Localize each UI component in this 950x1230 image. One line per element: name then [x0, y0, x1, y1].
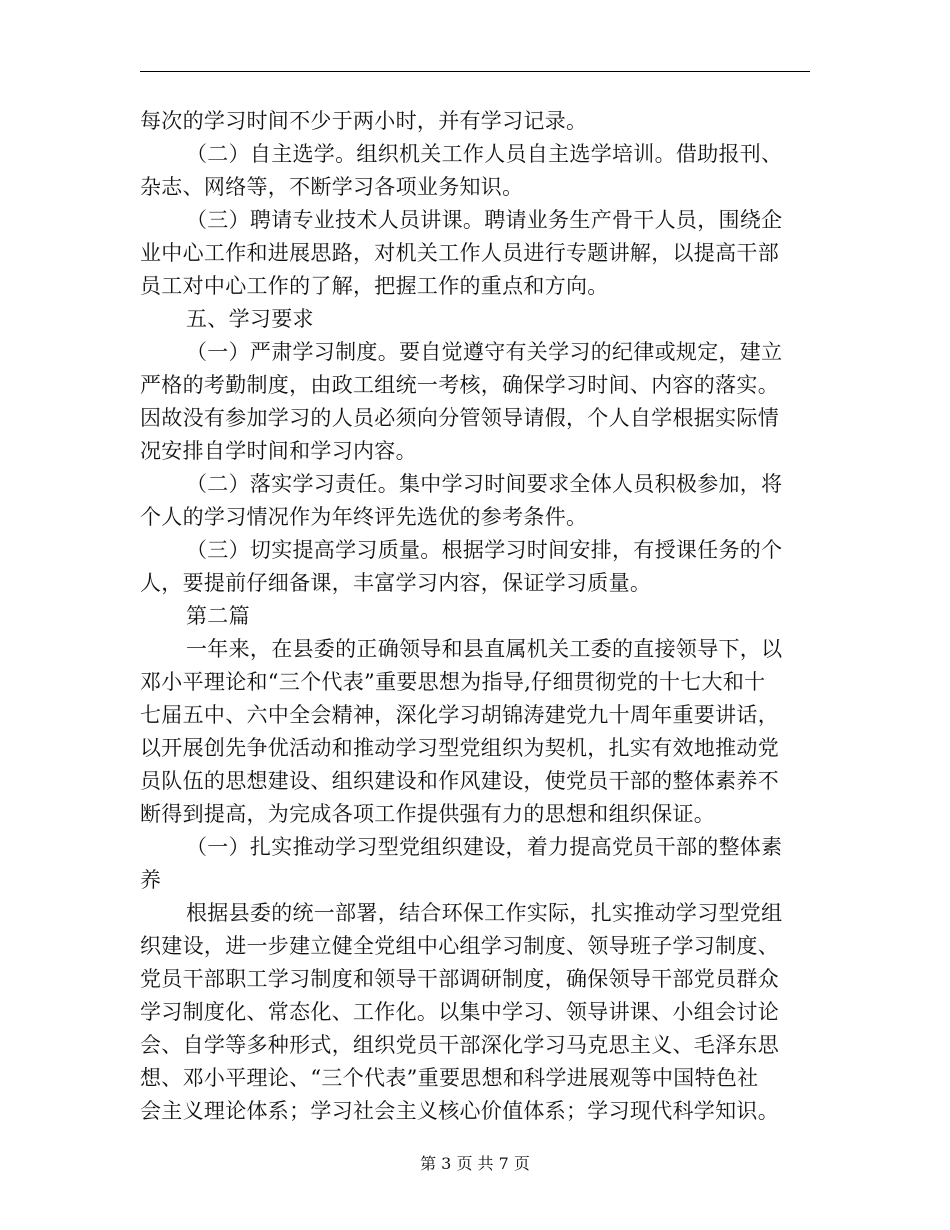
text-line: 第二篇: [186, 604, 250, 628]
text-line: 人，要提前仔细备课，丰富学习内容，保证学习质量。: [140, 571, 652, 595]
text-line: 杂志、网络等，不断学习各项业务知识。: [140, 175, 524, 199]
text-line: 以开展创先争优活动和推动学习型党组织为契机，扎实有效地推动党: [140, 736, 779, 760]
text-line: 员队伍的思想建设、组织建设和作风建设，使党员干部的整体素养不: [140, 769, 779, 793]
text-line: （一）严肃学习制度。要自觉遵守有关学习的纪律或规定，建立: [186, 340, 783, 364]
text-line: 员工对中心工作的了解，把握工作的重点和方向。: [140, 274, 609, 298]
text-line: 养: [140, 868, 162, 892]
text-line: 因故没有参加学习的人员必须向分管领导请假，个人自学根据实际情: [140, 406, 779, 430]
text-line: 五、学习要求: [186, 307, 314, 331]
text-line: 严格的考勤制度，由政工组统一考核，确保学习时间、内容的落实。: [140, 373, 779, 397]
text-line: 业中心工作和进展思路，对机关工作人员进行专题讲解，以提高干部: [140, 241, 779, 265]
text-line: 会主义理论体系；学习社会主义核心价值体系；学习现代科学知识。: [140, 1099, 779, 1123]
text-line: 断得到提高，为完成各项工作提供强有力的思想和组织保证。: [140, 802, 716, 826]
text-line: 想、邓小平理论、“三个代表”重要思想和科学进展观等中国特色社: [140, 1066, 759, 1090]
text-line: （二）自主选学。组织机关工作人员自主选学培训。借助报刊、: [186, 142, 783, 166]
text-line: 每次的学习时间不少于两小时，并有学习记录。: [140, 109, 588, 133]
text-line: 根据县委的统一部署，结合环保工作实际，扎实推动学习型党组: [186, 901, 783, 925]
text-line: 会、自学等多种形式，组织党员干部深化学习马克思主义、毛泽东思: [140, 1033, 779, 1057]
text-line: 学习制度化、常态化、工作化。以集中学习、领导讲课、小组会讨论: [140, 1000, 779, 1024]
text-line: （三）切实提高学习质量。根据学习时间安排，有授课任务的个: [186, 538, 783, 562]
text-line: 邓小平理论和“三个代表”重要思想为指导,仔细贯彻党的十七大和十: [140, 670, 766, 694]
text-line: 织建设，进一步建立健全党组中心组学习制度、领导班子学习制度、: [140, 934, 779, 958]
text-line: 个人的学习情况作为年终评先选优的参考条件。: [140, 505, 588, 529]
text-line: 七届五中、六中全会精神，深化学习胡锦涛建党九十周年重要讲话，: [140, 703, 779, 727]
page-number: 第 3 页 共 7 页: [420, 1154, 530, 1173]
text-line: （二）落实学习责任。集中学习时间要求全体人员积极参加，将: [186, 472, 783, 496]
text-line: 况安排自学时间和学习内容。: [140, 439, 417, 463]
text-line: 一年来，在县委的正确领导和县直属机关工委的直接领导下，以: [186, 637, 783, 661]
text-line: （一）扎实推动学习型党组织建设，着力提高党员干部的整体素: [186, 835, 783, 859]
text-line: 党员干部职工学习制度和领导干部调研制度，确保领导干部党员群众: [140, 967, 779, 991]
document-body: [140, 105, 810, 1128]
header-rule: [140, 71, 810, 72]
text-line: （三）聘请专业技术人员讲课。聘请业务生产骨干人员，围绕企: [186, 208, 783, 232]
